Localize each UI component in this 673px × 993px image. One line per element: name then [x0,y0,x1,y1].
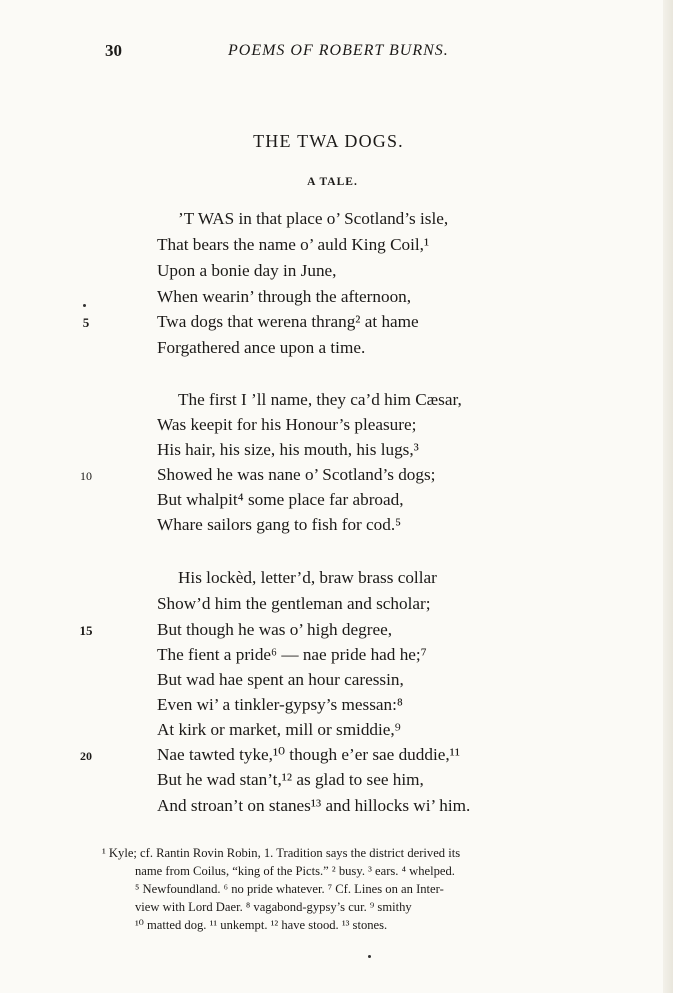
footnote-line: ⁵ Newfoundland. ⁶ no pride whatever. ⁷ Cf. Lines on an Inter- [135,882,444,896]
line-number: 20 [80,749,92,763]
footnote-line: ¹ Kyle; cf. Rantin Rovin Robin, 1. Tradition says the district derived its [102,846,461,860]
poem-line: Upon a bonie day in June, [157,261,337,280]
line-number: 15 [79,623,93,638]
footnote-line: name from Coilus, “king of the Picts.” ² busy. ³ ears. ⁴ whelped. [135,864,455,878]
poem-line: The fient a pride⁶ — nae pride had he;⁷ [157,645,427,664]
running-title: POEMS OF ROBERT BURNS. [228,42,449,59]
poem-line: ’T WAS in that place o’ Scotland’s isle, [178,209,449,228]
poem-line: Whare sailors gang to fish for cod.⁵ [157,515,402,534]
poem-line: His lockèd, letter’d, braw brass collar [178,568,437,587]
footnote-line: view with Lord Daer. ⁸ vagabond-gypsy’s cur. ⁹ smithy [135,900,412,914]
poem-subtitle: A TALE. [307,176,358,188]
poem-line: At kirk or market, mill or smiddie,⁹ [157,720,401,739]
page-number: 30 [105,41,122,60]
line-number: 10 [80,469,92,483]
running-head [0,41,673,67]
poem-line: When wearin’ through the afternoon, [157,287,412,306]
poem-line: Was keepit for his Honour’s pleasure; [157,415,417,434]
poem-title: THE TWA DOGS. [253,131,404,151]
poem-line: But though he was o’ high degree, [157,620,393,639]
poem-line: Forgathered ance upon a time. [157,338,366,357]
line-number: 5 [82,315,90,330]
footnote-line: ¹⁰ matted dog. ¹¹ unkempt. ¹² have stood. ¹³ stones. [135,918,388,932]
print-speck [83,304,86,307]
poem-line: The first I ’ll name, they ca’d him Cæsar, [178,390,462,409]
print-speck [368,955,371,958]
poem-line: Even wi’ a tinkler-gypsy’s messan:⁸ [157,695,403,714]
poem-line: Nae tawted tyke,¹⁰ though e’er sae duddie,¹¹ [157,745,460,764]
poem-line: But he wad stan’t,¹² as glad to see him, [157,770,424,789]
poem-line: But wad hae spent an hour caressin, [157,670,404,689]
poem-line: But whalpit⁴ some place far abroad, [157,490,404,509]
poem-line: That bears the name o’ auld King Coil,¹ [157,235,430,254]
poem-line: His hair, his size, his mouth, his lugs,³ [157,440,419,459]
poem-line: Show’d him the gentleman and scholar; [157,594,431,613]
poem-line: And stroan’t on stanes¹³ and hillocks wi’ him. [157,796,471,815]
poem-line: Twa dogs that werena thrang² at hame [157,312,419,331]
poem-line: Showed he was nane o’ Scotland’s dogs; [157,465,436,484]
